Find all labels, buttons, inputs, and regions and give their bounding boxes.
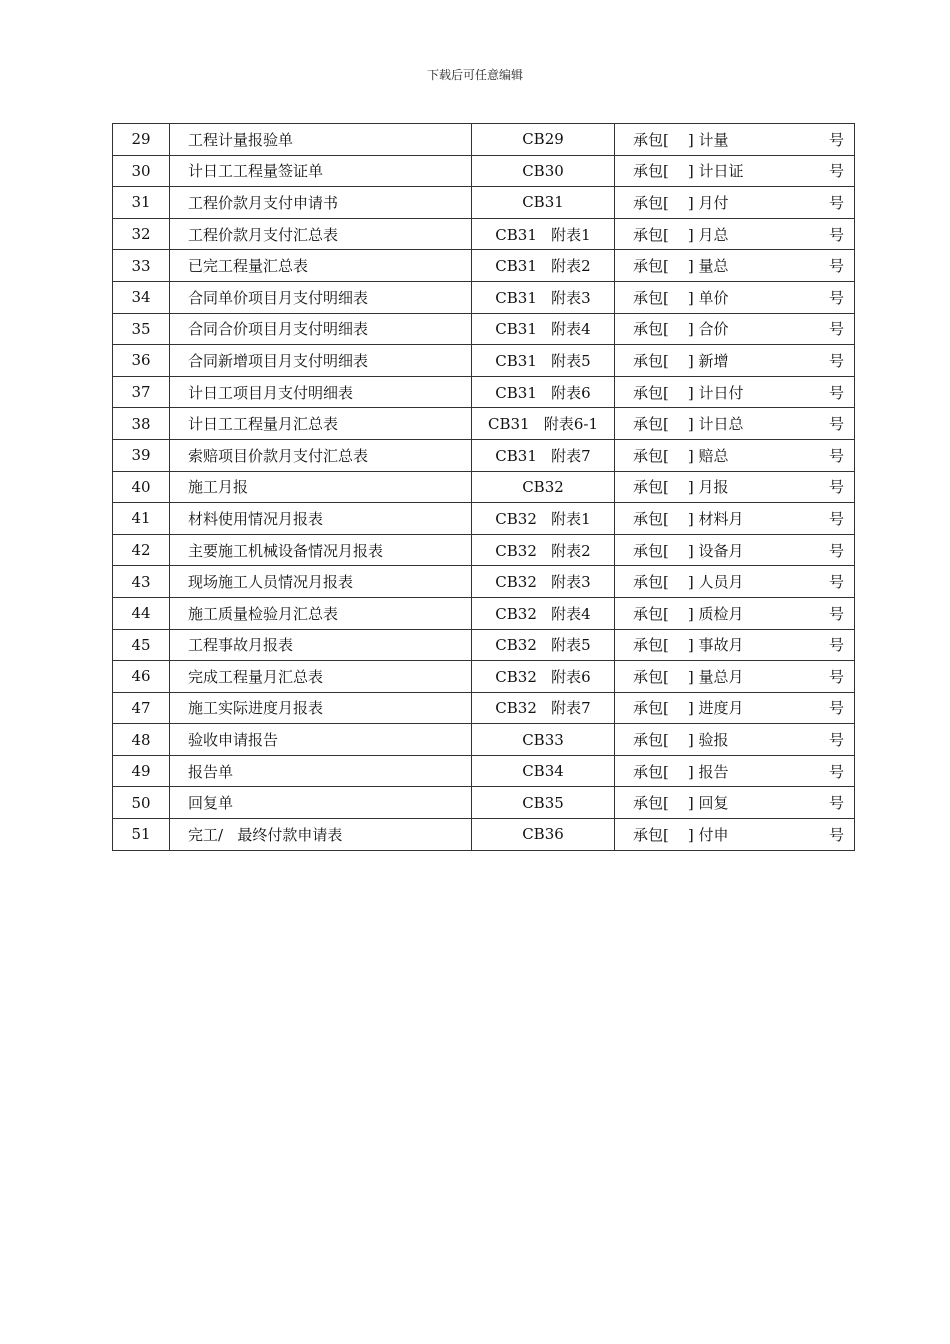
reference-number-cell [615,661,855,693]
reference-suffix: 号 [828,762,844,781]
form-name: 合同新增项目月支付明细表 [170,345,472,377]
reference-number-wrap [633,255,844,276]
reference-number-wrap [633,634,844,655]
form-name: 报告单 [170,755,472,787]
table-row [113,250,855,282]
reference-prefix: 承包[ ] 付申 [633,825,729,844]
reference-prefix: 承包[ ] 设备月 [633,541,744,560]
reference-prefix: 承包[ ] 人员月 [633,573,744,592]
reference-number-cell [615,503,855,535]
table-row [113,692,855,724]
reference-number-cell [615,124,855,156]
row-number: 44 [113,597,170,629]
form-code: CB31 附表3 [472,281,615,313]
reference-number-wrap [633,792,844,813]
reference-prefix: 承包[ ] 计日付 [633,383,744,402]
form-code: CB31 附表1 [472,218,615,250]
reference-suffix: 号 [828,604,844,623]
reference-number-wrap [633,413,844,434]
row-number: 30 [113,155,170,187]
reference-prefix: 承包[ ] 质检月 [633,604,744,623]
table-row [113,819,855,851]
form-code: CB32 附表2 [472,534,615,566]
reference-number-cell [615,439,855,471]
row-number: 29 [113,124,170,156]
reference-prefix: 承包[ ] 进度月 [633,699,744,718]
reference-prefix: 承包[ ] 计日证 [633,162,744,181]
form-code: CB35 [472,787,615,819]
reference-number-cell [615,819,855,851]
form-name: 施工实际进度月报表 [170,692,472,724]
reference-number-wrap [633,697,844,718]
form-code: CB31 附表2 [472,250,615,282]
table-row [113,281,855,313]
reference-prefix: 承包[ ] 月总 [633,225,729,244]
reference-suffix: 号 [828,257,844,276]
reference-number-wrap [633,445,844,466]
form-name: 计日工工程量月汇总表 [170,408,472,440]
reference-prefix: 承包[ ] 单价 [633,288,729,307]
row-number: 48 [113,724,170,756]
reference-number-wrap [633,476,844,497]
form-code: CB31 附表5 [472,345,615,377]
reference-suffix: 号 [828,415,844,434]
reference-number-cell [615,408,855,440]
form-code: CB36 [472,819,615,851]
reference-number-cell [615,787,855,819]
row-number: 35 [113,313,170,345]
reference-number-cell [615,250,855,282]
form-name: 计日工工程量签证单 [170,155,472,187]
reference-number-cell [615,597,855,629]
form-name: 工程价款月支付申请书 [170,187,472,219]
reference-suffix: 号 [828,320,844,339]
reference-suffix: 号 [828,573,844,592]
table-row [113,187,855,219]
form-name: 索赔项目价款月支付汇总表 [170,439,472,471]
header-note: 下载后可任意编辑 [426,68,523,82]
reference-number-cell [615,313,855,345]
row-number: 46 [113,661,170,693]
form-code: CB32 [472,471,615,503]
reference-suffix: 号 [828,193,844,212]
row-number: 49 [113,755,170,787]
reference-suffix: 号 [828,541,844,560]
form-name: 合同单价项目月支付明细表 [170,281,472,313]
form-code: CB32 附表6 [472,661,615,693]
form-name: 施工月报 [170,471,472,503]
form-code: CB32 附表4 [472,597,615,629]
table-row [113,376,855,408]
reference-number-wrap [633,603,844,624]
table-row [113,629,855,661]
reference-prefix: 承包[ ] 验报 [633,731,729,750]
row-number: 41 [113,503,170,535]
form-name: 完成工程量月汇总表 [170,661,472,693]
table-row [113,724,855,756]
reference-number-wrap [633,666,844,687]
table-row [113,313,855,345]
table-row [113,534,855,566]
row-number: 40 [113,471,170,503]
row-number: 37 [113,376,170,408]
reference-number-wrap [633,729,844,750]
row-number: 32 [113,218,170,250]
reference-number-cell [615,155,855,187]
reference-number-cell [615,218,855,250]
reference-number-cell [615,724,855,756]
form-name: 回复单 [170,787,472,819]
form-name: 工程计量报验单 [170,124,472,156]
table-row [113,787,855,819]
table-row [113,439,855,471]
reference-suffix: 号 [828,130,844,149]
form-name: 现场施工人员情况月报表 [170,566,472,598]
table-row [113,566,855,598]
form-code: CB29 [472,124,615,156]
row-number: 43 [113,566,170,598]
row-number: 42 [113,534,170,566]
row-number: 51 [113,819,170,851]
form-name: 施工质量检验月汇总表 [170,597,472,629]
reference-number-cell [615,376,855,408]
form-code: CB31 附表4 [472,313,615,345]
reference-number-wrap [633,540,844,561]
reference-number-wrap [633,350,844,371]
table-row [113,218,855,250]
reference-prefix: 承包[ ] 量总 [633,257,729,276]
row-number: 34 [113,281,170,313]
reference-suffix: 号 [828,162,844,181]
reference-prefix: 承包[ ] 月付 [633,193,729,212]
reference-number-wrap [633,287,844,308]
form-name: 验收申请报告 [170,724,472,756]
form-code: CB31 附表7 [472,439,615,471]
table-row [113,155,855,187]
reference-number-cell [615,692,855,724]
reference-number-cell [615,755,855,787]
reference-number-cell [615,187,855,219]
form-code: CB30 [472,155,615,187]
reference-prefix: 承包[ ] 合价 [633,320,729,339]
reference-number-wrap [633,761,844,782]
reference-prefix: 承包[ ] 事故月 [633,636,744,655]
reference-number-wrap [633,508,844,529]
table-row [113,661,855,693]
reference-prefix: 承包[ ] 计量 [633,130,729,149]
form-code: CB32 附表3 [472,566,615,598]
reference-suffix: 号 [828,636,844,655]
form-code: CB32 附表5 [472,629,615,661]
form-name: 工程价款月支付汇总表 [170,218,472,250]
form-code: CB31 附表6 [472,376,615,408]
form-code: CB32 附表7 [472,692,615,724]
reference-suffix: 号 [828,509,844,528]
form-code: CB34 [472,755,615,787]
reference-prefix: 承包[ ] 报告 [633,762,729,781]
form-code: CB31 [472,187,615,219]
form-list-table [112,123,855,851]
reference-number-cell [615,345,855,377]
form-name: 工程事故月报表 [170,629,472,661]
row-number: 31 [113,187,170,219]
reference-number-wrap [633,318,844,339]
row-number: 33 [113,250,170,282]
reference-number-wrap [633,824,844,845]
table-row [113,597,855,629]
reference-number-wrap [633,382,844,403]
reference-suffix: 号 [828,446,844,465]
form-name: 已完工程量汇总表 [170,250,472,282]
reference-number-wrap [633,129,844,150]
form-code: CB33 [472,724,615,756]
reference-suffix: 号 [828,225,844,244]
reference-number-wrap [633,571,844,592]
table-body [113,124,855,851]
form-code: CB31 附表6-1 [472,408,615,440]
reference-number-cell [615,471,855,503]
reference-prefix: 承包[ ] 计日总 [633,415,744,434]
reference-suffix: 号 [828,478,844,497]
row-number: 36 [113,345,170,377]
reference-number-wrap [633,160,844,181]
form-name: 合同合价项目月支付明细表 [170,313,472,345]
form-code: CB32 附表1 [472,503,615,535]
row-number: 38 [113,408,170,440]
reference-suffix: 号 [828,288,844,307]
row-number: 47 [113,692,170,724]
table-row [113,345,855,377]
reference-number-cell [615,566,855,598]
table-row [113,503,855,535]
reference-number-wrap [633,224,844,245]
table-row [113,471,855,503]
reference-suffix: 号 [828,383,844,402]
reference-suffix: 号 [828,699,844,718]
reference-number-cell [615,534,855,566]
reference-suffix: 号 [828,794,844,813]
form-name: 计日工项目月支付明细表 [170,376,472,408]
reference-prefix: 承包[ ] 新增 [633,351,729,370]
reference-number-cell [615,281,855,313]
reference-suffix: 号 [828,351,844,370]
reference-suffix: 号 [828,731,844,750]
form-name: 主要施工机械设备情况月报表 [170,534,472,566]
reference-prefix: 承包[ ] 回复 [633,794,729,813]
table-row [113,755,855,787]
row-number: 50 [113,787,170,819]
reference-suffix: 号 [828,667,844,686]
reference-prefix: 承包[ ] 量总月 [633,667,744,686]
table-row [113,408,855,440]
reference-prefix: 承包[ ] 月报 [633,478,729,497]
reference-number-cell [615,629,855,661]
form-name: 完工/ 最终付款申请表 [170,819,472,851]
reference-suffix: 号 [828,825,844,844]
row-number: 45 [113,629,170,661]
reference-prefix: 承包[ ] 材料月 [633,509,744,528]
row-number: 39 [113,439,170,471]
reference-number-wrap [633,192,844,213]
reference-prefix: 承包[ ] 赔总 [633,446,729,465]
table-row [113,124,855,156]
form-name: 材料使用情况月报表 [170,503,472,535]
